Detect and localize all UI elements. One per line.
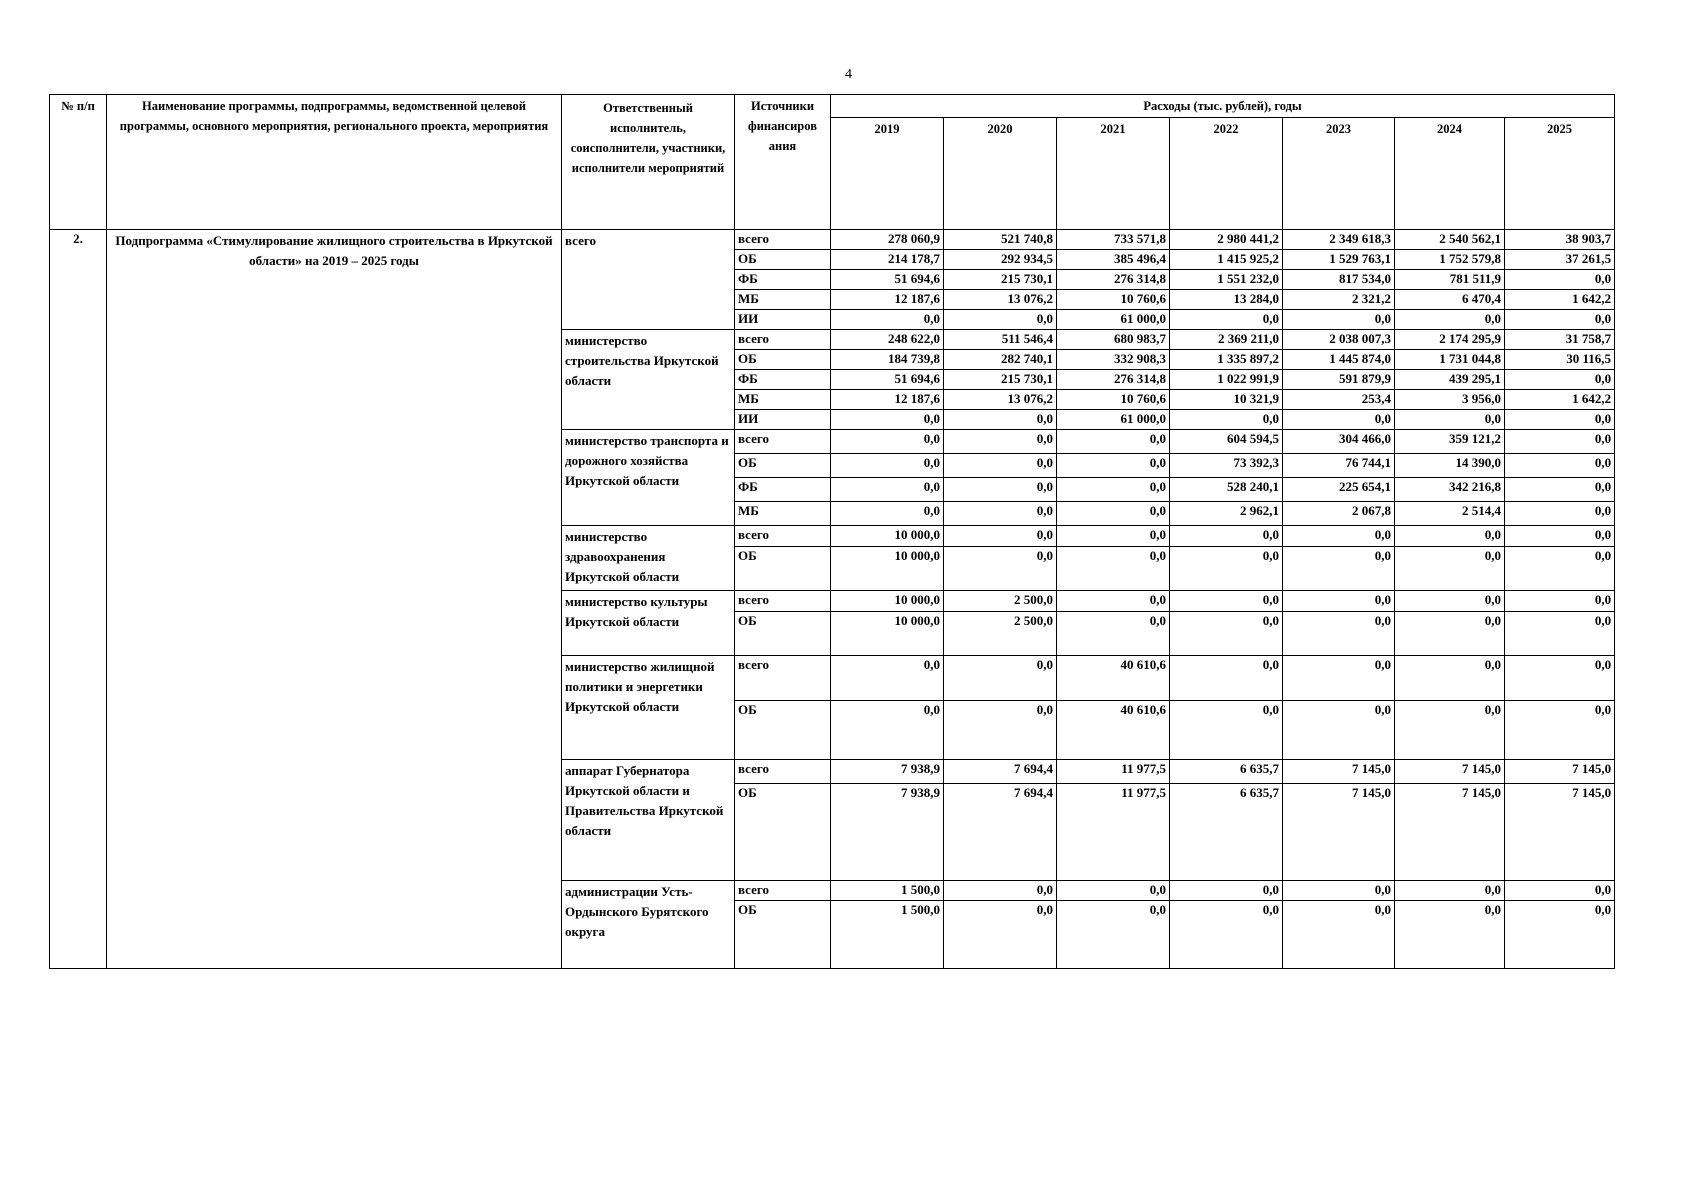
value-cell-2024: 0,0 — [1395, 656, 1505, 701]
header-year: 2022 — [1170, 118, 1283, 230]
value-cell-2024: 781 511,9 — [1395, 270, 1505, 290]
value-cell-2022: 528 240,1 — [1170, 478, 1283, 502]
value-cell-2019: 7 938,9 — [831, 784, 944, 881]
value-cell-2020: 7 694,4 — [944, 784, 1057, 881]
value-cell-2021: 61 000,0 — [1057, 310, 1170, 330]
value-cell-2023: 2 321,2 — [1283, 290, 1395, 310]
value-cell-2020: 215 730,1 — [944, 370, 1057, 390]
value-cell-2024: 2 174 295,9 — [1395, 330, 1505, 350]
source-cell: всего — [735, 591, 831, 612]
value-cell-2020: 0,0 — [944, 478, 1057, 502]
value-cell-2023: 225 654,1 — [1283, 478, 1395, 502]
value-cell-2019: 0,0 — [831, 410, 944, 430]
value-cell-2019: 0,0 — [831, 430, 944, 454]
value-cell-2023: 0,0 — [1283, 310, 1395, 330]
value-cell-2019: 10 000,0 — [831, 612, 944, 656]
source-cell: ОБ — [735, 784, 831, 881]
header-name: Наименование программы, подпрограммы, ведомственной целевой программы, основного мероприятия, регионального проекта, мероприятия — [107, 95, 562, 230]
value-cell-2022: 604 594,5 — [1170, 430, 1283, 454]
value-cell-2021: 0,0 — [1057, 478, 1170, 502]
value-cell-2023: 591 879,9 — [1283, 370, 1395, 390]
value-cell-2019: 0,0 — [831, 656, 944, 701]
header-year: 2019 — [831, 118, 944, 230]
value-cell-2021: 332 908,3 — [1057, 350, 1170, 370]
source-cell: всего — [735, 760, 831, 784]
table-row — [50, 230, 1615, 250]
value-cell-2019: 0,0 — [831, 310, 944, 330]
value-cell-2020: 215 730,1 — [944, 270, 1057, 290]
value-cell-2023: 0,0 — [1283, 526, 1395, 547]
value-cell-2025: 0,0 — [1505, 526, 1615, 547]
value-cell-2019: 10 000,0 — [831, 526, 944, 547]
header-num: № п/п — [50, 95, 107, 230]
value-cell-2021: 10 760,6 — [1057, 390, 1170, 410]
value-cell-2019: 7 938,9 — [831, 760, 944, 784]
value-cell-2024: 3 956,0 — [1395, 390, 1505, 410]
value-cell-2025: 38 903,7 — [1505, 230, 1615, 250]
value-cell-2022: 0,0 — [1170, 410, 1283, 430]
value-cell-2023: 253,4 — [1283, 390, 1395, 410]
value-cell-2020: 2 500,0 — [944, 591, 1057, 612]
value-cell-2021: 0,0 — [1057, 502, 1170, 526]
value-cell-2021: 0,0 — [1057, 430, 1170, 454]
value-cell-2025: 0,0 — [1505, 881, 1615, 901]
header-year: 2024 — [1395, 118, 1505, 230]
executor-cell: аппарат Губернатора Иркутской области и Правительства Иркутской области — [562, 760, 735, 881]
value-cell-2021: 0,0 — [1057, 454, 1170, 478]
table-body — [50, 230, 1615, 969]
value-cell-2025: 1 642,2 — [1505, 390, 1615, 410]
value-cell-2023: 817 534,0 — [1283, 270, 1395, 290]
executor-cell: министерство транспорта и дорожного хозяйства Иркутской области — [562, 430, 735, 526]
value-cell-2022: 0,0 — [1170, 526, 1283, 547]
row-number: 2. — [50, 230, 107, 969]
value-cell-2022: 0,0 — [1170, 547, 1283, 591]
source-cell: ИИ — [735, 410, 831, 430]
value-cell-2019: 184 739,8 — [831, 350, 944, 370]
value-cell-2021: 0,0 — [1057, 901, 1170, 969]
value-cell-2024: 14 390,0 — [1395, 454, 1505, 478]
value-cell-2022: 0,0 — [1170, 656, 1283, 701]
value-cell-2020: 0,0 — [944, 454, 1057, 478]
header-year: 2021 — [1057, 118, 1170, 230]
value-cell-2022: 6 635,7 — [1170, 760, 1283, 784]
value-cell-2023: 7 145,0 — [1283, 760, 1395, 784]
value-cell-2022: 1 335 897,2 — [1170, 350, 1283, 370]
value-cell-2019: 0,0 — [831, 454, 944, 478]
source-cell: МБ — [735, 390, 831, 410]
executor-cell: всего — [562, 230, 735, 330]
value-cell-2020: 13 076,2 — [944, 390, 1057, 410]
source-cell: МБ — [735, 502, 831, 526]
value-cell-2023: 0,0 — [1283, 901, 1395, 969]
executor-cell: министерство жилищной политики и энергетики Иркутской области — [562, 656, 735, 760]
value-cell-2024: 359 121,2 — [1395, 430, 1505, 454]
value-cell-2019: 1 500,0 — [831, 901, 944, 969]
source-cell: всего — [735, 230, 831, 250]
value-cell-2019: 278 060,9 — [831, 230, 944, 250]
value-cell-2019: 51 694,6 — [831, 370, 944, 390]
header-expenses: Расходы (тыс. рублей), годы — [831, 95, 1615, 118]
value-cell-2020: 13 076,2 — [944, 290, 1057, 310]
value-cell-2022: 1 415 925,2 — [1170, 250, 1283, 270]
value-cell-2023: 0,0 — [1283, 881, 1395, 901]
value-cell-2023: 1 445 874,0 — [1283, 350, 1395, 370]
value-cell-2021: 0,0 — [1057, 612, 1170, 656]
value-cell-2020: 282 740,1 — [944, 350, 1057, 370]
value-cell-2021: 10 760,6 — [1057, 290, 1170, 310]
value-cell-2019: 248 622,0 — [831, 330, 944, 350]
value-cell-2022: 13 284,0 — [1170, 290, 1283, 310]
value-cell-2019: 10 000,0 — [831, 591, 944, 612]
value-cell-2024: 1 731 044,8 — [1395, 350, 1505, 370]
value-cell-2021: 276 314,8 — [1057, 370, 1170, 390]
value-cell-2021: 0,0 — [1057, 591, 1170, 612]
value-cell-2019: 1 500,0 — [831, 881, 944, 901]
value-cell-2022: 0,0 — [1170, 310, 1283, 330]
value-cell-2021: 276 314,8 — [1057, 270, 1170, 290]
value-cell-2021: 733 571,8 — [1057, 230, 1170, 250]
value-cell-2022: 0,0 — [1170, 591, 1283, 612]
value-cell-2025: 7 145,0 — [1505, 784, 1615, 881]
value-cell-2020: 0,0 — [944, 881, 1057, 901]
value-cell-2024: 0,0 — [1395, 410, 1505, 430]
value-cell-2020: 0,0 — [944, 310, 1057, 330]
value-cell-2021: 40 610,6 — [1057, 701, 1170, 760]
source-cell: ФБ — [735, 270, 831, 290]
value-cell-2020: 0,0 — [944, 656, 1057, 701]
source-cell: ОБ — [735, 901, 831, 969]
value-cell-2023: 304 466,0 — [1283, 430, 1395, 454]
value-cell-2024: 2 514,4 — [1395, 502, 1505, 526]
source-cell: ОБ — [735, 454, 831, 478]
value-cell-2025: 0,0 — [1505, 502, 1615, 526]
value-cell-2025: 7 145,0 — [1505, 760, 1615, 784]
executor-cell: министерство здравоохранения Иркутской области — [562, 526, 735, 591]
value-cell-2022: 0,0 — [1170, 612, 1283, 656]
source-cell: всего — [735, 656, 831, 701]
value-cell-2023: 0,0 — [1283, 547, 1395, 591]
value-cell-2019: 214 178,7 — [831, 250, 944, 270]
source-cell: ОБ — [735, 250, 831, 270]
table-header — [50, 95, 1615, 230]
value-cell-2024: 7 145,0 — [1395, 784, 1505, 881]
source-cell: ОБ — [735, 612, 831, 656]
value-cell-2021: 11 977,5 — [1057, 784, 1170, 881]
value-cell-2022: 0,0 — [1170, 881, 1283, 901]
value-cell-2022: 0,0 — [1170, 901, 1283, 969]
header-year: 2023 — [1283, 118, 1395, 230]
value-cell-2025: 30 116,5 — [1505, 350, 1615, 370]
executor-cell: министерство строительства Иркутской области — [562, 330, 735, 430]
source-cell: ОБ — [735, 547, 831, 591]
value-cell-2022: 6 635,7 — [1170, 784, 1283, 881]
value-cell-2020: 2 500,0 — [944, 612, 1057, 656]
value-cell-2022: 1 551 232,0 — [1170, 270, 1283, 290]
value-cell-2024: 0,0 — [1395, 701, 1505, 760]
value-cell-2024: 0,0 — [1395, 526, 1505, 547]
value-cell-2022: 2 369 211,0 — [1170, 330, 1283, 350]
value-cell-2024: 0,0 — [1395, 881, 1505, 901]
value-cell-2023: 2 349 618,3 — [1283, 230, 1395, 250]
value-cell-2021: 680 983,7 — [1057, 330, 1170, 350]
value-cell-2019: 12 187,6 — [831, 290, 944, 310]
value-cell-2024: 1 752 579,8 — [1395, 250, 1505, 270]
source-cell: ИИ — [735, 310, 831, 330]
source-cell: ФБ — [735, 478, 831, 502]
value-cell-2024: 2 540 562,1 — [1395, 230, 1505, 250]
value-cell-2024: 0,0 — [1395, 901, 1505, 969]
value-cell-2024: 6 470,4 — [1395, 290, 1505, 310]
value-cell-2024: 342 216,8 — [1395, 478, 1505, 502]
executor-cell: министерство культуры Иркутской области — [562, 591, 735, 656]
value-cell-2024: 0,0 — [1395, 547, 1505, 591]
value-cell-2022: 2 980 441,2 — [1170, 230, 1283, 250]
value-cell-2025: 37 261,5 — [1505, 250, 1615, 270]
value-cell-2019: 0,0 — [831, 502, 944, 526]
value-cell-2019: 12 187,6 — [831, 390, 944, 410]
source-cell: всего — [735, 330, 831, 350]
program-name: Подпрограмма «Стимулирование жилищного строительства в Иркутской области» на 2019 – 2025 годы — [107, 230, 562, 969]
value-cell-2021: 385 496,4 — [1057, 250, 1170, 270]
source-cell: всего — [735, 526, 831, 547]
value-cell-2022: 1 022 991,9 — [1170, 370, 1283, 390]
value-cell-2025: 0,0 — [1505, 370, 1615, 390]
value-cell-2023: 0,0 — [1283, 656, 1395, 701]
value-cell-2021: 0,0 — [1057, 881, 1170, 901]
source-cell: ОБ — [735, 701, 831, 760]
value-cell-2024: 0,0 — [1395, 612, 1505, 656]
value-cell-2025: 31 758,7 — [1505, 330, 1615, 350]
value-cell-2023: 0,0 — [1283, 612, 1395, 656]
value-cell-2025: 0,0 — [1505, 547, 1615, 591]
value-cell-2025: 0,0 — [1505, 310, 1615, 330]
value-cell-2024: 7 145,0 — [1395, 760, 1505, 784]
value-cell-2023: 7 145,0 — [1283, 784, 1395, 881]
value-cell-2021: 0,0 — [1057, 526, 1170, 547]
value-cell-2020: 0,0 — [944, 410, 1057, 430]
value-cell-2024: 0,0 — [1395, 310, 1505, 330]
value-cell-2023: 0,0 — [1283, 410, 1395, 430]
value-cell-2020: 0,0 — [944, 502, 1057, 526]
value-cell-2019: 0,0 — [831, 701, 944, 760]
value-cell-2024: 0,0 — [1395, 591, 1505, 612]
value-cell-2022: 0,0 — [1170, 701, 1283, 760]
value-cell-2025: 0,0 — [1505, 430, 1615, 454]
value-cell-2019: 10 000,0 — [831, 547, 944, 591]
value-cell-2025: 0,0 — [1505, 454, 1615, 478]
source-cell: всего — [735, 881, 831, 901]
value-cell-2025: 0,0 — [1505, 656, 1615, 701]
value-cell-2020: 0,0 — [944, 547, 1057, 591]
value-cell-2025: 0,0 — [1505, 901, 1615, 969]
value-cell-2020: 292 934,5 — [944, 250, 1057, 270]
value-cell-2023: 0,0 — [1283, 591, 1395, 612]
executor-cell: администрации Усть-Ордынского Бурятского округа — [562, 881, 735, 969]
source-cell: ФБ — [735, 370, 831, 390]
budget-table — [49, 94, 1615, 969]
value-cell-2025: 0,0 — [1505, 270, 1615, 290]
value-cell-2025: 0,0 — [1505, 612, 1615, 656]
value-cell-2021: 0,0 — [1057, 547, 1170, 591]
header-executor: Ответственный исполнитель, соисполнители, участники, исполнители мероприятий — [562, 95, 735, 230]
value-cell-2022: 2 962,1 — [1170, 502, 1283, 526]
value-cell-2025: 0,0 — [1505, 591, 1615, 612]
value-cell-2023: 2 067,8 — [1283, 502, 1395, 526]
value-cell-2021: 61 000,0 — [1057, 410, 1170, 430]
value-cell-2023: 76 744,1 — [1283, 454, 1395, 478]
source-cell: МБ — [735, 290, 831, 310]
value-cell-2021: 11 977,5 — [1057, 760, 1170, 784]
value-cell-2025: 1 642,2 — [1505, 290, 1615, 310]
value-cell-2025: 0,0 — [1505, 701, 1615, 760]
value-cell-2024: 439 295,1 — [1395, 370, 1505, 390]
value-cell-2019: 0,0 — [831, 478, 944, 502]
value-cell-2023: 1 529 763,1 — [1283, 250, 1395, 270]
value-cell-2019: 51 694,6 — [831, 270, 944, 290]
value-cell-2020: 0,0 — [944, 526, 1057, 547]
header-year: 2025 — [1505, 118, 1615, 230]
value-cell-2025: 0,0 — [1505, 478, 1615, 502]
value-cell-2020: 0,0 — [944, 701, 1057, 760]
page-number: 4 — [845, 67, 852, 82]
value-cell-2020: 521 740,8 — [944, 230, 1057, 250]
source-cell: всего — [735, 430, 831, 454]
value-cell-2020: 7 694,4 — [944, 760, 1057, 784]
value-cell-2022: 73 392,3 — [1170, 454, 1283, 478]
value-cell-2020: 0,0 — [944, 901, 1057, 969]
value-cell-2020: 511 546,4 — [944, 330, 1057, 350]
value-cell-2020: 0,0 — [944, 430, 1057, 454]
value-cell-2023: 0,0 — [1283, 701, 1395, 760]
header-source: Источники финансиров ания — [735, 95, 831, 230]
header-year: 2020 — [944, 118, 1057, 230]
value-cell-2021: 40 610,6 — [1057, 656, 1170, 701]
value-cell-2023: 2 038 007,3 — [1283, 330, 1395, 350]
value-cell-2025: 0,0 — [1505, 410, 1615, 430]
source-cell: ОБ — [735, 350, 831, 370]
value-cell-2022: 10 321,9 — [1170, 390, 1283, 410]
